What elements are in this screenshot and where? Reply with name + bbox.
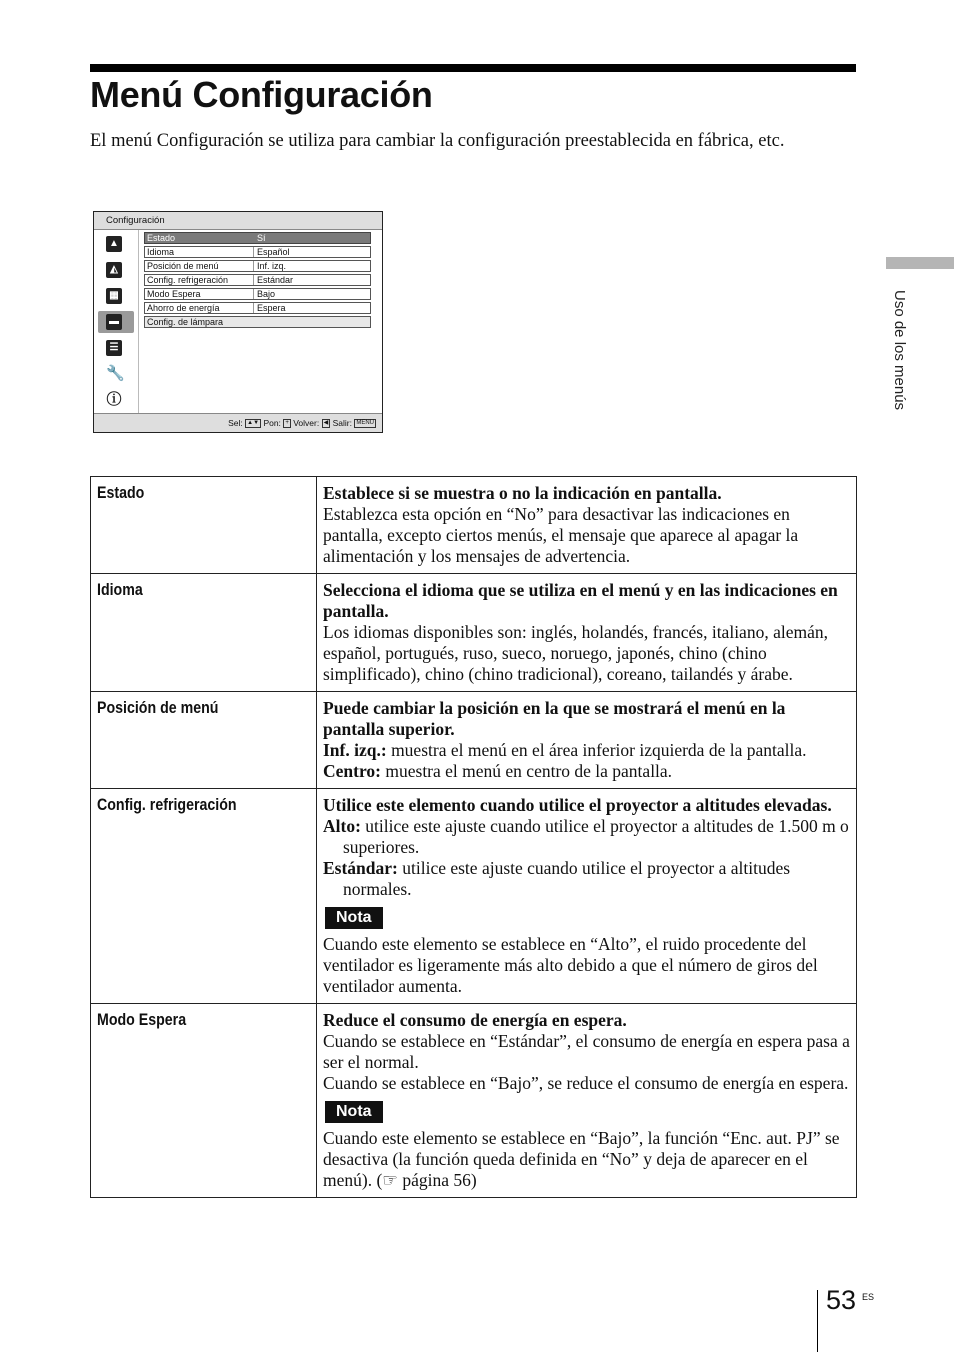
option-text: utilice este ajuste cuando utilice el proyector a altitudes normales. [343,858,791,899]
description-body: Cuando se establece en “Estándar”, el consumo de energía en espera pasa a ser el normal. [323,1031,850,1072]
picture-adjust-icon: ◭ [106,262,122,278]
information-icon: ⓘ [106,391,122,408]
page-language: ES [862,1292,875,1302]
osd-row [144,274,371,286]
picture-icon: ▲ [106,236,122,252]
enter-key-icon: + [285,420,289,427]
osd-footer-volver: Volver: [293,418,320,428]
osd-row-name: Config. refrigeración [147,275,229,285]
term-estado: Estado [97,484,145,502]
page-reference-icon: ☞ [382,1170,398,1190]
osd-row [144,302,371,314]
page-number: 53 [826,1285,857,1315]
note-text-part: Cuando este elemento se establece en “Bajo”, la función “Enc. aut. PJ” se desactiva (la función queda definida en “No” y deja de aparecer en el menú). ( [323,1128,840,1190]
term-cell [91,692,317,789]
osd-sidebar [94,230,139,416]
description-body: Los idiomas disponibles son: inglés, holandés, francés, italiano, alemán, español, portugués, ruso, sueco, noruego, japonés, chino (chino simplificado), chino (chino tradicional), coreano, tailandés y árabe. [323,622,828,684]
osd-row [144,288,371,300]
table-row [91,477,857,574]
term-cell [91,574,317,692]
osd-row-value: Estándar [257,275,294,285]
description-lead: Establece si se muestra o no la indicación en pantalla. [323,483,722,503]
description-body: Establezca esta opción en “No” para desactivar las indicaciones en pantalla, excepto ciertos menús, el mensaje que aparece al apagar la alimentación y los mensajes de advertencia. [323,504,799,566]
option-line [323,858,850,900]
description-lead: Puede cambiar la posición en la que se mostrará el menú en la pantalla superior. [323,698,786,739]
updown-key-icon: ▲▼ [247,420,260,427]
osd-footer-pon: Pon: [263,418,281,428]
table-row [91,574,857,692]
option-text: muestra el menú en el área inferior izquierda de la pantalla. [386,740,807,760]
description-cell [317,692,857,789]
table-row [91,789,857,1004]
osd-row-name: Estado [147,233,176,243]
term-cell [91,1004,317,1198]
table-row [91,1004,857,1198]
osd-row [144,260,371,272]
option-label: Alto: [323,816,361,836]
left-key-icon: ◀ [323,420,329,427]
osd-row-name: Ahorro de energía [147,303,220,313]
osd-row [144,232,371,244]
description-cell [317,574,857,692]
osd-row-value: Español [257,247,290,257]
term-refrigeracion: Config. refrigeración [97,796,237,814]
osd-menu-screenshot [93,211,383,433]
osd-row-name: Config. de lámpara [147,317,224,327]
title-rule [90,64,856,72]
osd-footer-salir: Salir: [332,418,352,428]
description-lead: Utilice este elemento cuando utilice el proyector a altitudes elevadas. [323,795,832,815]
page-title: Menú Configuración [90,74,433,115]
description-lead: Selecciona el idioma que se utiliza en el menú y en las indicaciones en pantalla. [323,580,838,621]
option-text: utilice este ajuste cuando utilice el proyector a altitudes de 1.500 m o superiores. [343,816,849,857]
screen-icon: ▦ [106,288,122,304]
page-reference-text: página 56) [398,1170,477,1190]
osd-row-value: Espera [257,303,286,313]
osd-row-value: Bajo [257,289,276,299]
description-cell [317,477,857,574]
function-icon: ☰ [106,340,122,356]
description-body: Cuando se establece en “Bajo”, se reduce el consumo de energía en espera. [323,1073,849,1093]
note-badge: Nota [325,907,383,929]
setup-icon: ▬ [106,314,122,330]
option-text: muestra el menú en centro de la pantalla. [381,761,673,781]
menu-key-icon: MENU [356,420,374,427]
osd-row [144,246,371,258]
option-line [323,740,850,761]
option-line [323,761,850,782]
osd-row-name: Posición de menú [147,261,219,271]
page-number-rule [817,1290,818,1352]
settings-table [90,476,857,1198]
option-label: Inf. izq.: [323,740,387,760]
osd-row-name: Idioma [147,247,175,257]
osd-title: Configuración [94,212,382,230]
term-posicion: Posición de menú [97,699,219,717]
osd-row [144,316,371,328]
option-label: Centro: [323,761,381,781]
section-tab-marker [886,257,954,269]
term-cell [91,789,317,1004]
osd-row-name: Modo Espera [147,289,201,299]
osd-row-value: Inf. izq. [257,261,287,271]
table-row [91,692,857,789]
osd-row-value: Sí [257,233,266,243]
installation-icon: 🔧 [106,365,125,382]
option-label: Estándar: [323,858,398,878]
description-lead: Reduce el consumo de energía en espera. [323,1010,627,1030]
osd-footer [94,413,382,432]
note-text: Cuando este elemento se establece en “Alto”, el ruido procedente del ventilador es ligeramente más alto debido a que el número de giros del ventilador aumenta. [323,934,818,996]
term-espera: Modo Espera [97,1011,187,1029]
option-line [323,816,850,858]
osd-footer-sel: Sel: [228,418,243,428]
section-tab-label: Uso de los menús [891,290,908,411]
note-badge: Nota [325,1101,383,1123]
description-cell [317,1004,857,1198]
term-cell [91,477,317,574]
intro-paragraph: El menú Configuración se utiliza para cambiar la configuración preestablecida en fábrica, etc. [90,131,785,151]
note-text [323,1128,850,1191]
term-idioma: Idioma [97,581,143,599]
description-cell [317,789,857,1004]
